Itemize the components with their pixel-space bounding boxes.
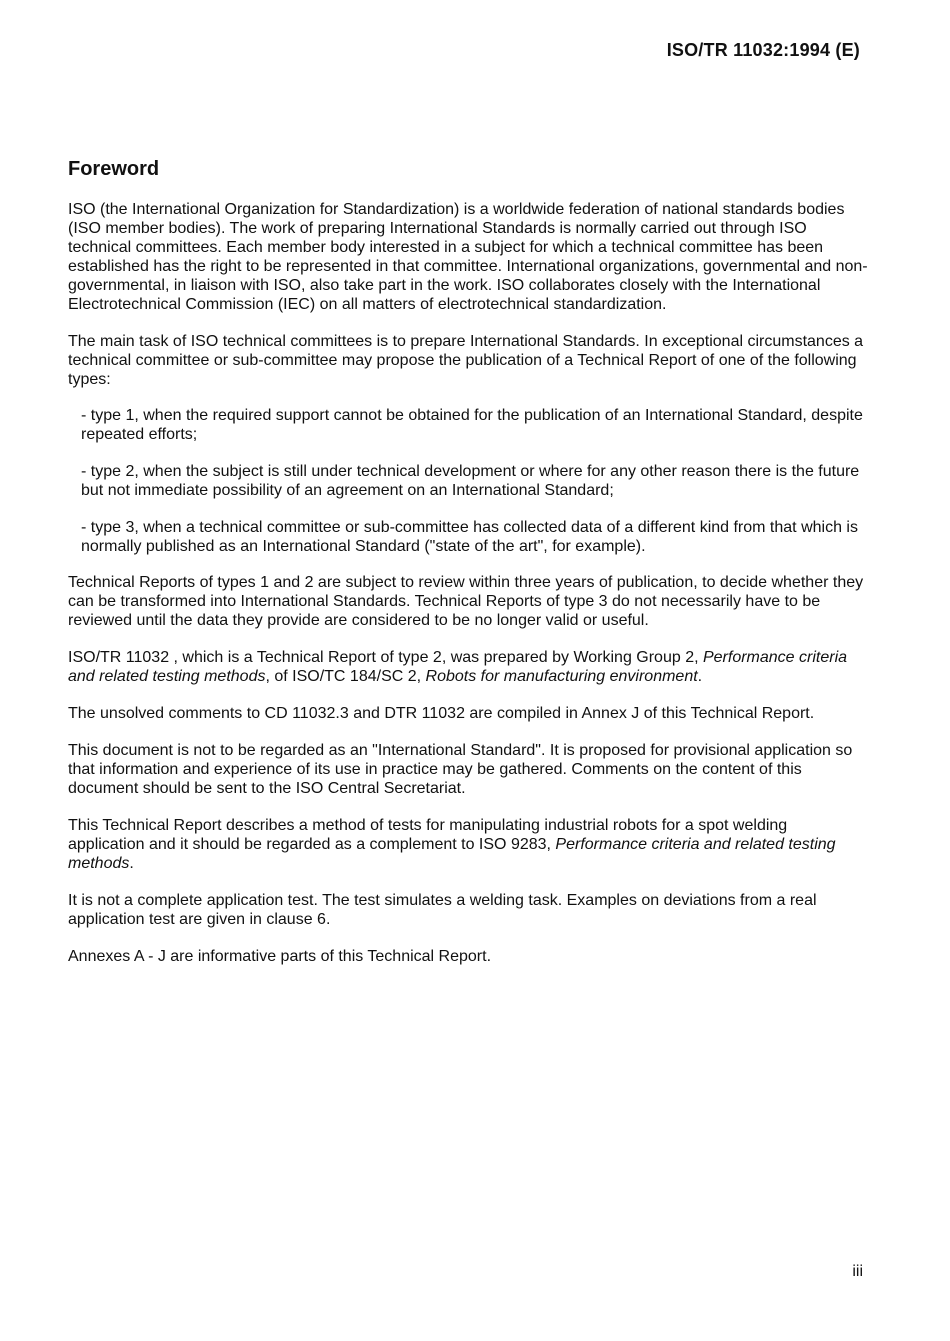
list-item-type-3: - type 3, when a technical committee or sub-committee has collected data of a different kind from that which is normally published as an International Standard ("state of the art", for example).	[81, 519, 858, 555]
paragraph-prepared-by	[68, 648, 868, 686]
document-identifier: ISO/TR 11032:1994 (E)	[666, 40, 860, 60]
prepared-by-sc-title: Robots for manufacturing environment	[425, 668, 698, 685]
paragraph-description	[68, 816, 868, 873]
list-item-type-1: - type 1, when the required support cannot be obtained for the publication of an International Standard, despite repeated efforts;	[81, 407, 863, 443]
paragraph-iso-intro: ISO (the International Organization for Standardization) is a worldwide federation of national standards bodies (ISO member bodies). The work of preparing International Standards is normally carried out through ISO technical committees. Each member body interested in a subject for which a technical committee has been established has the right to be represented in that committee. International organizations, governmental and non-governmental, in liaison with ISO, also take part in the work. ISO collaborates closely with the International Electrotechnical Commission (IEC) on all matters of electrotechnical standardization.	[68, 201, 868, 313]
description-text-1: This Technical Report describes a method of tests for manipulating industrial robots for a spot welding application and it should be regarded as a complement to ISO 9283,	[68, 817, 788, 853]
list-item-type-2: - type 2, when the subject is still under technical development or where for any other reason there is the future but not immediate possibility of an agreement on an International Standard;	[81, 463, 860, 499]
section-title: Foreword	[68, 158, 160, 180]
paragraph-annexes: Annexes A - J are informative parts of this Technical Report.	[68, 948, 492, 965]
paragraph-main-task: The main task of ISO technical committees is to prepare International Standards. In exceptional circumstances a technical committee or sub-committee may propose the publication of a Technical Report of one of the following types:	[68, 333, 864, 388]
prepared-by-wg-title: Performance criteria and related testing methods	[68, 649, 848, 685]
prepared-by-text-3: .	[697, 668, 703, 685]
prepared-by-text-2: , of ISO/TC 184/SC 2,	[265, 668, 426, 685]
paragraph-provisional: This document is not to be regarded as an "International Standard". It is proposed for provisional application so that information and experience of its use in practice may be gathered. Comments on the content of this document should be sent to the ISO Central Secretariat.	[68, 742, 853, 797]
paragraph-not-complete: It is not a complete application test. The test simulates a welding task. Examples on deviations from a real application test are given in clause 6.	[68, 892, 817, 928]
page-number: iii	[852, 1263, 863, 1280]
prepared-by-text-1: ISO/TR 11032 , which is a Technical Report of type 2, was prepared by Working Group 2,	[68, 649, 703, 666]
description-reference-title: Performance criteria and related testing methods	[68, 836, 836, 872]
paragraph-unsolved-comments: The unsolved comments to CD 11032.3 and DTR 11032 are compiled in Annex J of this Technical Report.	[68, 705, 815, 722]
paragraph-review: Technical Reports of types 1 and 2 are subject to review within three years of publication, to decide whether they can be transformed into International Standards. Technical Reports of type 3 do not necessarily have to be reviewed until the data they provide are considered to be no longer valid or useful.	[68, 574, 864, 629]
description-text-2: .	[129, 855, 134, 872]
foreword-section	[68, 157, 868, 984]
